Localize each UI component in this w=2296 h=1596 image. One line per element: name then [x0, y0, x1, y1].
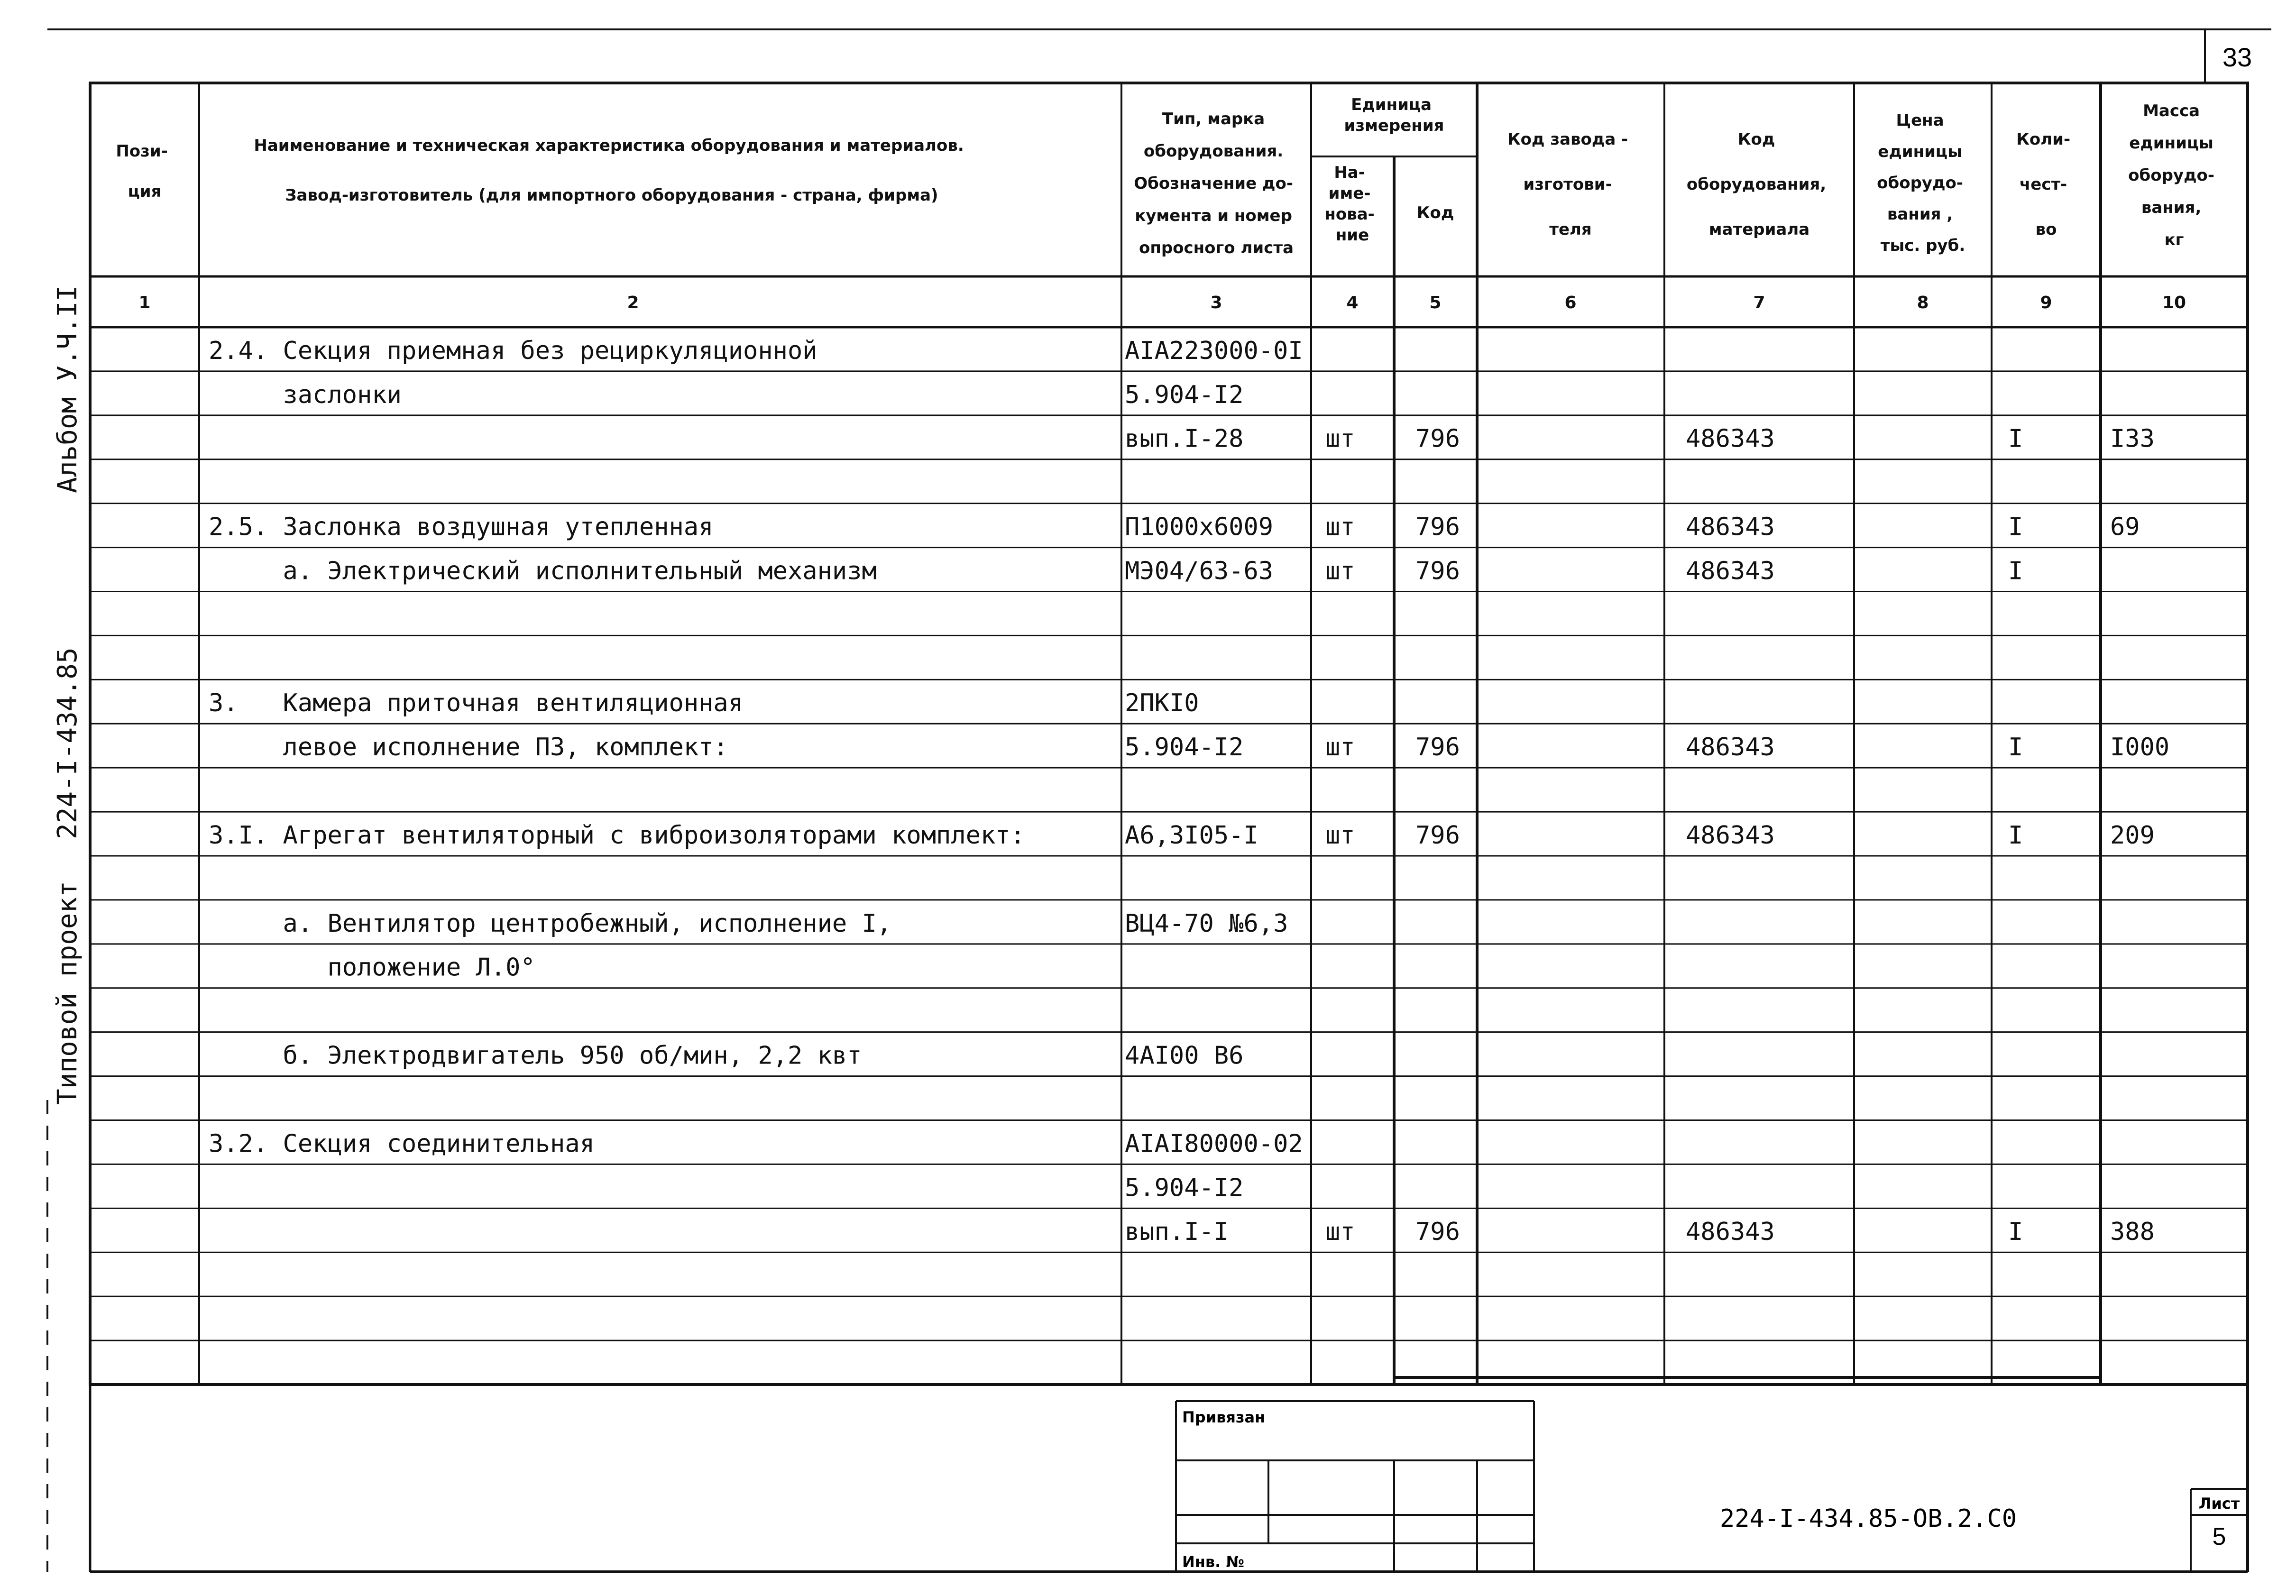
row-unit: шт: [1325, 557, 1355, 586]
side-label-album: Альбом У.Ч.II: [52, 285, 83, 493]
row-unit: шт: [1325, 513, 1355, 541]
column-number-7: 7: [1753, 293, 1765, 312]
header-position: Пози- ция: [116, 142, 168, 201]
header-equipment-code: Код оборудования, материала: [1686, 130, 1827, 239]
row-quantity: I: [2008, 557, 2023, 586]
row-equipment-code: 486343: [1686, 557, 1775, 586]
row-type: вып.I-I: [1125, 1218, 1229, 1247]
row-equipment-code: 486343: [1686, 424, 1775, 453]
row-equipment-code: 486343: [1686, 1218, 1775, 1247]
row-unit-code: 796: [1415, 733, 1460, 762]
row-type: МЭ04/63-63: [1125, 557, 1274, 586]
row-type: 4АI00 В6: [1125, 1041, 1244, 1070]
header-quantity: Коли- чест- во: [2016, 130, 2071, 239]
page-number: 33: [2222, 42, 2252, 72]
row-name: 2.4. Секция приемная без рециркуляционной: [209, 336, 817, 365]
row-unit: шт: [1325, 1218, 1355, 1247]
row-equipment-code: 486343: [1686, 733, 1775, 762]
row-name: положение Л.0°: [209, 953, 535, 982]
row-quantity: I: [2008, 733, 2023, 762]
sheet-label: Лист: [2198, 1495, 2240, 1513]
row-mass: 209: [2110, 821, 2155, 850]
row-mass: 69: [2110, 513, 2140, 541]
row-unit-code: 796: [1415, 821, 1460, 850]
row-name: заслонки: [209, 380, 402, 409]
row-type: П1000х6009: [1125, 513, 1274, 541]
header-plant-code: Код завода - изготови- теля: [1507, 130, 1628, 239]
side-label-project-type: Типовой проект: [52, 881, 83, 1105]
row-equipment-code: 486343: [1686, 513, 1775, 541]
header-unit-code: Код: [1416, 203, 1454, 222]
stamp-inv-label: Инв. №: [1182, 1553, 1244, 1571]
row-name: 3.2. Секция соединительная: [209, 1129, 595, 1158]
row-type: AIAI80000-02: [1125, 1129, 1303, 1158]
sheet-number: 5: [2212, 1523, 2226, 1550]
column-number-2: 2: [627, 293, 639, 312]
row-equipment-code: 486343: [1686, 821, 1775, 850]
row-mass: I33: [2110, 424, 2155, 453]
row-unit-code: 796: [1415, 424, 1460, 453]
row-unit: шт: [1325, 424, 1355, 453]
header-mass: Масса единицы оборудо- вания, кг: [2128, 101, 2215, 249]
row-type: AIA223000-0I: [1125, 336, 1303, 365]
header-name: Наименование и техническая характеристика оборудования и материалов. Завод-изготовитель (для импортного оборудования - страна, фирма): [254, 136, 964, 205]
row-quantity: I: [2008, 513, 2023, 541]
row-type: 5.904-I2: [1125, 733, 1244, 762]
row-name: 3.I. Агрегат вентиляторный с виброизоляторами комплект:: [209, 821, 1025, 850]
header-unit-name: На- име- нова- ние: [1324, 163, 1375, 245]
row-unit-code: 796: [1415, 557, 1460, 586]
header-unit-group: Единица измерения: [1344, 95, 1444, 135]
row-name: б. Электродвигатель 950 об/мин, 2,2 квт: [209, 1041, 862, 1070]
row-type: ВЦ4-70 №6,3: [1125, 909, 1288, 938]
document-designation: 224-I-434.85-ОВ.2.С0: [1719, 1504, 2017, 1533]
row-type: 5.904-I2: [1125, 1174, 1244, 1202]
row-name: 3. Камера приточная вентиляционная: [209, 689, 744, 718]
row-name: а. Вентилятор центробежный, исполнение I,: [209, 909, 892, 938]
stamp-bound-label: Привязан: [1182, 1408, 1266, 1426]
row-unit: шт: [1325, 821, 1355, 850]
row-mass: 388: [2110, 1218, 2155, 1247]
row-mass: I000: [2110, 733, 2170, 762]
column-number-4: 4: [1346, 293, 1359, 312]
row-unit: шт: [1325, 733, 1355, 762]
row-name: 2.5. Заслонка воздушная утепленная: [209, 513, 714, 541]
side-label-project-code: 224-I-434.85: [52, 647, 83, 839]
row-unit-code: 796: [1415, 1218, 1460, 1247]
row-name: левое исполнение П3, комплект:: [209, 733, 728, 762]
row-quantity: I: [2008, 1218, 2023, 1247]
row-quantity: I: [2008, 424, 2023, 453]
row-type: 2ПКI0: [1125, 689, 1199, 718]
column-number-9: 9: [2040, 293, 2052, 312]
row-type: вып.I-28: [1125, 424, 1244, 453]
row-unit-code: 796: [1415, 513, 1460, 541]
column-number-1: 1: [138, 293, 151, 312]
row-name: а. Электрический исполнительный механизм: [209, 557, 877, 586]
row-type: А6,3I05-I: [1125, 821, 1258, 850]
header-price: Цена единицы оборудо- вания , тыс. руб.: [1877, 111, 1965, 255]
column-number-10: 10: [2162, 293, 2186, 312]
row-type: 5.904-I2: [1125, 380, 1244, 409]
column-number-8: 8: [1917, 293, 1929, 312]
column-number-3: 3: [1210, 293, 1222, 312]
column-number-5: 5: [1429, 293, 1442, 312]
column-number-6: 6: [1564, 293, 1577, 312]
header-type: Тип, марка оборудования. Обозначение до- кумента и номер опросного листа: [1134, 110, 1294, 257]
row-quantity: I: [2008, 821, 2023, 850]
